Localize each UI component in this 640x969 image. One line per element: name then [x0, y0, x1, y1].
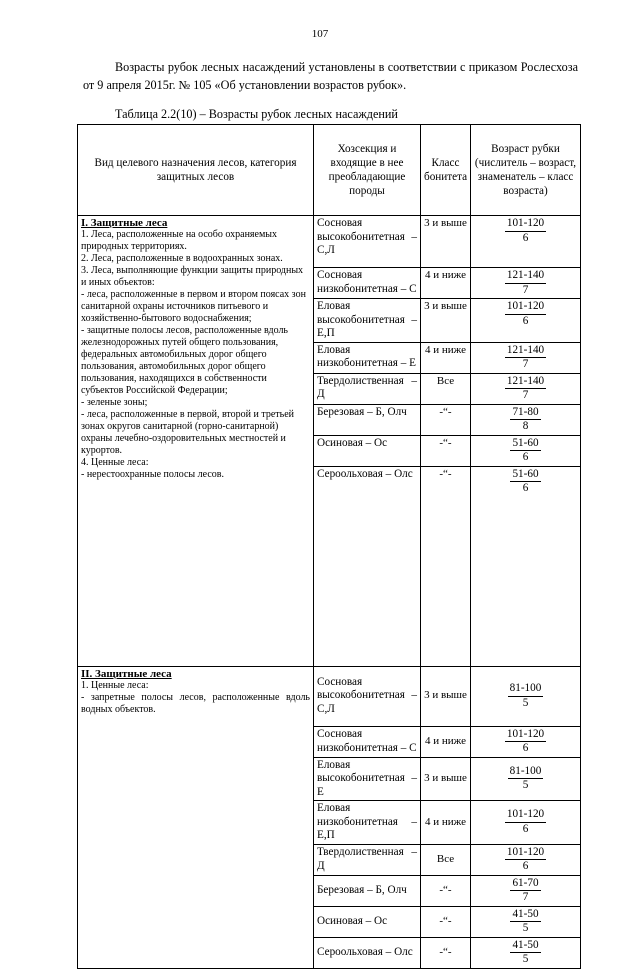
section-2-body: [78, 666, 581, 968]
section-1-body: [78, 216, 581, 667]
bonitet-class-cell: -“-: [421, 937, 471, 968]
age-class-denominator: 7: [522, 283, 529, 296]
age-fraction: [505, 846, 546, 874]
cutting-age-cell: [471, 875, 581, 906]
species-cell: Твердолиственная – Д: [314, 373, 421, 404]
species-cell: Сероольховая – Олс: [314, 937, 421, 968]
age-class-denominator: 5: [522, 953, 529, 965]
cutting-age-cell: [471, 216, 581, 268]
cutting-age-cell: [471, 342, 581, 373]
bonitet-class-cell: 3 и выше: [421, 757, 471, 801]
bonitet-class-cell: Все: [421, 844, 471, 875]
section-title: II. Защитные леса: [81, 667, 172, 680]
age-fraction: [505, 344, 546, 372]
species-cell: Сосновая низкобонитетная – С: [314, 268, 421, 299]
bonitet-class-cell: 4 и ниже: [421, 268, 471, 299]
intro-paragraph: Возрасты рубок лесных насаждений установлены в соответствии с приказом Рослесхоза от 9 апреля 2015г. № 105 «Об установлении возрастов рубок».: [83, 60, 578, 92]
header-class: Класс бонитета: [421, 125, 471, 216]
age-fraction: [505, 300, 546, 328]
bonitet-class-cell: 3 и выше: [421, 299, 471, 343]
species-cell: Осиновая – Ос: [314, 906, 421, 937]
category-item: - леса, расположенные в первой, второй и третьей зонах округов санитарной (горно-санитарной) охраны лечебно-оздоровительных местностей и курортов.: [81, 409, 295, 456]
age-fraction: [510, 908, 540, 936]
species-cell: Сосновая высокобонитетная – С,Л: [314, 216, 421, 268]
category-item: 1. Леса, расположенные на особо охраняемых природных территориях.: [81, 229, 278, 252]
species-cell: Твердолиственная – Д: [314, 844, 421, 875]
species-cell: Еловая высокобонитетная – Е,П: [314, 299, 421, 343]
age-class-denominator: 5: [522, 922, 529, 934]
age-numerator: 51-60: [510, 468, 540, 483]
age-fraction: [510, 468, 540, 496]
age-fraction: [505, 269, 546, 297]
cutting-age-cell: [471, 906, 581, 937]
age-class-denominator: 6: [522, 314, 529, 327]
species-cell: Еловая низкобонитетная – Е: [314, 342, 421, 373]
age-class-denominator: 8: [522, 420, 529, 432]
category-item: - запретные полосы лесов, расположенные вдоль водных объектов.: [81, 691, 310, 715]
age-class-denominator: 6: [522, 482, 529, 494]
bonitet-class-cell: 4 и ниже: [421, 801, 471, 845]
cutting-age-cell: [471, 937, 581, 968]
age-fraction: [505, 728, 546, 756]
category-cell: [78, 216, 314, 667]
category-item: - защитные полосы лесов, расположенные вдоль железнодорожных путей общего пользования, федеральных автомобильных дорог общего пользования, автомобильных дорог общего пользования, находящихся в собственности субъектов Российской Федерации;: [81, 325, 288, 396]
age-numerator: 101-120: [505, 846, 546, 861]
bonitet-class-cell: 4 и ниже: [421, 726, 471, 757]
cutting-age-cell: [471, 757, 581, 801]
age-fraction: [508, 765, 544, 793]
age-class-denominator: 6: [522, 860, 529, 872]
age-numerator: 101-120: [505, 728, 546, 743]
category-item: - нерестоохранные полосы лесов.: [81, 469, 224, 480]
cutting-age-cell: [471, 844, 581, 875]
category-item: 1. Ценные леса:: [81, 679, 149, 691]
age-numerator: 121-140: [505, 375, 546, 390]
bonitet-class-cell: 3 и выше: [421, 666, 471, 726]
age-numerator: 121-140: [505, 344, 546, 359]
category-item: 4. Ценные леса:: [81, 457, 149, 468]
age-class-denominator: 5: [522, 779, 529, 792]
age-class-denominator: 5: [522, 696, 529, 709]
species-cell: Березовая – Б, Олч: [314, 404, 421, 435]
bonitet-class-cell: 3 и выше: [421, 216, 471, 268]
age-fraction: [510, 406, 540, 434]
age-class-denominator: 6: [522, 742, 529, 754]
age-fraction: [510, 939, 540, 967]
age-numerator: 81-100: [508, 682, 544, 697]
age-fraction: [505, 808, 546, 836]
species-cell: Еловая низкобонитетная – Е,П: [314, 801, 421, 845]
cutting-age-cell: [471, 404, 581, 435]
species-cell: Сероольховая – Олс: [314, 466, 421, 666]
age-numerator: 41-50: [510, 908, 540, 923]
cutting-age-cell: [471, 466, 581, 666]
bonitet-class-cell: -“-: [421, 435, 471, 466]
bonitet-class-cell: -“-: [421, 404, 471, 435]
category-item: - зеленые зоны;: [81, 397, 148, 408]
age-numerator: 101-120: [505, 808, 546, 823]
age-fraction: [508, 682, 544, 710]
age-class-denominator: 6: [522, 231, 529, 244]
bonitet-class-cell: -“-: [421, 466, 471, 666]
age-numerator: 121-140: [505, 269, 546, 284]
header-category: Вид целевого назначения лесов, категория защитных лесов: [78, 125, 314, 216]
header-species: Хозсекция и входящие в нее преобладающие породы: [314, 125, 421, 216]
page-number: 107: [311, 28, 329, 40]
age-fraction: [505, 217, 546, 245]
species-cell: Осиновая – Ос: [314, 435, 421, 466]
cutting-age-cell: [471, 666, 581, 726]
bonitet-class-cell: -“-: [421, 875, 471, 906]
age-numerator: 71-80: [510, 406, 540, 421]
age-fraction: [510, 877, 540, 905]
species-cell: Еловая высокобонитетная – Е: [314, 757, 421, 801]
bonitet-class-cell: Все: [421, 373, 471, 404]
table-row: [78, 666, 581, 726]
age-class-denominator: 7: [522, 891, 529, 903]
species-cell: Сосновая высокобонитетная – С,Л: [314, 666, 421, 726]
bonitet-class-cell: 4 и ниже: [421, 342, 471, 373]
age-fraction: [505, 375, 546, 403]
age-numerator: 51-60: [510, 437, 540, 452]
category-item: 2. Леса, расположенные в водоохранных зонах.: [81, 253, 283, 264]
category-item: - леса, расположенные в первом и втором поясах зон санитарной охраны источников питьевого и хозяйственно-бытового водоснабжения;: [81, 289, 306, 324]
category-item: 3. Леса, выполняющие функции защиты природных и иных объектов:: [81, 265, 304, 288]
species-cell: Березовая – Б, Олч: [314, 875, 421, 906]
table-caption: Таблица 2.2(10) – Возрасты рубок лесных насаждений: [115, 107, 398, 121]
age-class-denominator: 6: [522, 822, 529, 835]
category-cell: [78, 666, 314, 968]
species-cell: Сосновая низкобонитетная – С: [314, 726, 421, 757]
section-title: I. Защитные леса: [81, 217, 168, 229]
cutting-age-cell: [471, 801, 581, 845]
cutting-age-cell: [471, 299, 581, 343]
age-fraction: [510, 437, 540, 465]
cutting-age-table: [77, 124, 581, 969]
bonitet-class-cell: -“-: [421, 906, 471, 937]
cutting-age-cell: [471, 268, 581, 299]
age-numerator: 41-50: [510, 939, 540, 954]
cutting-age-cell: [471, 435, 581, 466]
age-numerator: 61-70: [510, 877, 540, 892]
age-numerator: 81-100: [508, 765, 544, 780]
header-age: Возраст рубки (числитель – возраст, знаменатель – класс возраста): [471, 125, 581, 216]
table-row: [78, 216, 581, 268]
age-class-denominator: 6: [522, 451, 529, 463]
age-numerator: 101-120: [505, 300, 546, 315]
age-class-denominator: 7: [522, 358, 529, 370]
cutting-age-cell: [471, 373, 581, 404]
age-numerator: 101-120: [505, 217, 546, 232]
cutting-age-cell: [471, 726, 581, 757]
age-class-denominator: 7: [522, 389, 529, 401]
